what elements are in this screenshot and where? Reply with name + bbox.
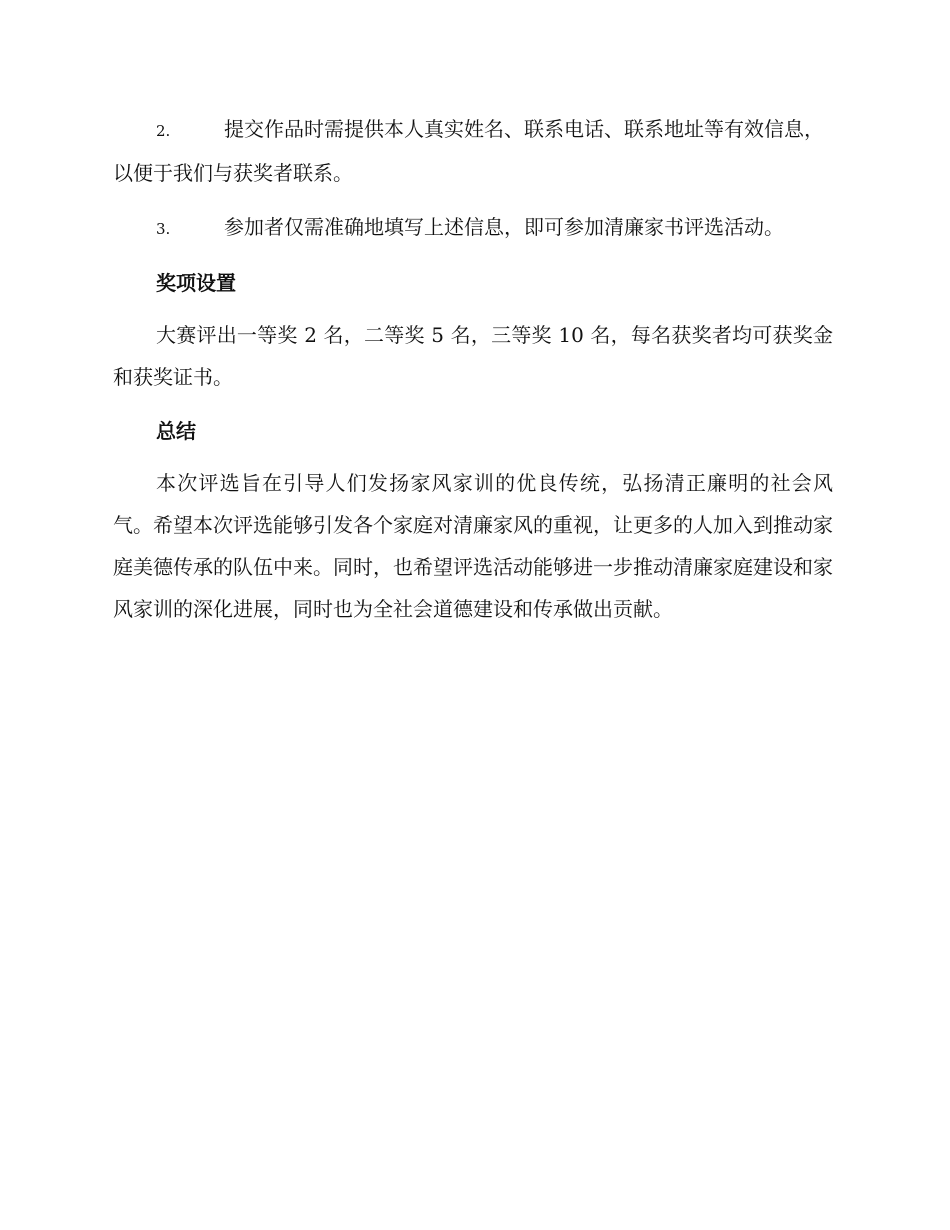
list-number: 2.	[156, 122, 171, 140]
awards-heading: 奖项设置	[156, 271, 236, 295]
list-item-3	[113, 206, 833, 250]
summary-paragraph: 本次评选旨在引导人们发扬家风家训的优良传统，弘扬清正廉明的社会风气。希望本次评选能够引发各个家庭对清廉家风的重视，让更多的人加入到推动家庭美德传承的队伍中来。同时，也希望评选活动能够进一步推动清廉家庭建设和家风家训的深化进展，同时也为全社会道德建设和传承做出贡献。	[113, 471, 833, 621]
list-item-2	[113, 108, 833, 194]
list-text: 参加者仅需准确地填写上述信息，即可参加清廉家书评选活动。	[224, 215, 784, 239]
summary-heading: 总结	[156, 419, 196, 443]
list-text: 提交作品时需提供本人真实姓名、联系电话、联系地址等有效信息，以便于我们与获奖者联系。	[113, 117, 824, 185]
list-number: 3.	[156, 220, 171, 238]
document-body	[113, 108, 833, 642]
awards-paragraph: 大赛评出一等奖 2 名，二等奖 5 名，三等奖 10 名，每名获奖者均可获奖金和获奖证书。	[113, 323, 833, 389]
